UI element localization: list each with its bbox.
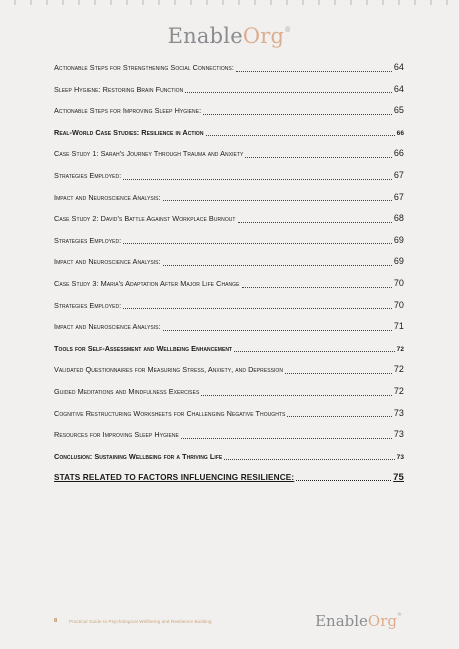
toc-leader-dots	[238, 221, 392, 223]
toc-entry-page: 72	[396, 345, 404, 353]
toc-entry-title: Impact and Neuroscience Analysis:	[54, 192, 161, 202]
toc-entry[interactable]	[54, 446, 404, 468]
toc-entry-page: 66	[393, 148, 404, 159]
toc-leader-dots	[285, 372, 392, 374]
footer-logo	[315, 612, 402, 630]
toc-entry-page: 69	[393, 256, 404, 267]
toc-entry[interactable]	[54, 100, 404, 122]
toc-leader-dots	[185, 91, 392, 93]
logo-text-org: Org	[242, 24, 285, 48]
toc-leader-dots	[181, 437, 392, 439]
toc-entry-title: Guided Meditations and Mindfulness Exercises	[54, 386, 200, 396]
page-footer	[54, 612, 402, 630]
toc-leader-dots	[163, 329, 392, 331]
toc-leader-dots	[163, 199, 392, 201]
toc-entry[interactable]	[54, 187, 404, 209]
toc-entry-page: 64	[393, 62, 404, 72]
toc-leader-dots	[287, 415, 391, 417]
toc-entry-page: 70	[393, 277, 404, 288]
footer-page-number: 8	[54, 618, 58, 624]
toc-entry[interactable]	[54, 424, 404, 446]
toc-entry-title: Real-World Case Studies: Resilience in Action	[54, 127, 204, 137]
toc-leader-dots	[236, 70, 392, 72]
toc-entry-title: Strategies Employed:	[54, 235, 122, 245]
toc-entry-title: Sleep Hygiene: Restoring Brain Function	[54, 84, 184, 94]
logo-text-enable: Enable	[167, 24, 243, 48]
toc-entry-page: 72	[393, 364, 404, 375]
toc-entry[interactable]	[54, 338, 404, 360]
toc-leader-dots	[245, 156, 391, 158]
toc-entry[interactable]	[54, 359, 404, 381]
toc-entry-title: Case Study 1: Sarah's Journey Through Trauma and Anxiety	[54, 149, 244, 159]
toc-entry-title: Strategies Employed:	[54, 300, 122, 310]
toc-leader-dots	[203, 113, 392, 115]
toc-leader-dots	[123, 178, 392, 180]
toc-entry[interactable]	[54, 208, 404, 230]
toc-entry-page: 71	[393, 321, 404, 332]
toc-entry[interactable]	[54, 273, 404, 295]
toc-leader-dots	[234, 350, 395, 352]
toc-entry-title: Resources for Improving Sleep Hygiene	[54, 430, 179, 440]
toc-leader-dots	[224, 458, 394, 460]
toc-entry-page: 73	[393, 429, 404, 440]
top-edge-marks	[0, 0, 459, 5]
toc-leader-dots	[123, 242, 392, 244]
toc-entry-title: STATS RELATED TO FACTORS INFLUENCING RESILIENCE:	[54, 473, 295, 482]
toc-leader-dots	[201, 394, 392, 396]
toc-entry[interactable]	[54, 381, 404, 403]
toc-entry[interactable]	[54, 122, 404, 144]
toc-entry-title: Validated Questionnaires for Measuring Stress, Anxiety, and Depression	[54, 365, 284, 375]
toc-entry[interactable]	[54, 57, 404, 79]
toc-entry-title: Tools for Self-Assessment and Wellbeing Enhancement	[54, 343, 233, 353]
toc-entry-page: 67	[393, 191, 404, 202]
toc-entry-title: Actionable Steps for Strengthening Social Connections:	[54, 63, 234, 72]
toc-entry-title: Impact and Neuroscience Analysis:	[54, 257, 161, 267]
toc-entry-stats[interactable]	[54, 472, 404, 483]
toc-entry[interactable]	[54, 79, 404, 101]
toc-entry[interactable]	[54, 230, 404, 252]
toc-leader-dots	[296, 480, 391, 481]
toc-entry-title: Conclusion: Sustaining Wellbeing for a Thriving Life	[54, 451, 223, 461]
header-logo	[0, 24, 459, 48]
toc-entry-title: Impact and Neuroscience Analysis:	[54, 322, 161, 332]
footer-logo-mark: ®	[397, 612, 402, 618]
toc-entry[interactable]	[54, 295, 404, 317]
toc-entry-title: Case Study 3: Maria's Adaptation After Major Life Change	[54, 278, 240, 288]
toc-leader-dots	[123, 307, 392, 309]
toc-entry-page: 70	[393, 299, 404, 310]
toc-entry-page: 75	[393, 472, 404, 483]
toc-entry[interactable]	[54, 165, 404, 187]
toc-entry-page: 67	[393, 169, 404, 180]
toc-entry-page: 66	[396, 129, 404, 137]
toc-entry-page: 73	[396, 453, 404, 461]
toc-entry-page: 64	[393, 83, 404, 94]
footer-logo-enable: Enable	[315, 612, 368, 630]
toc-entry[interactable]	[54, 251, 404, 273]
toc-entry-title: Strategies Employed:	[54, 170, 122, 180]
toc-entry[interactable]	[54, 143, 404, 165]
toc-entry-page: 69	[393, 234, 404, 245]
toc-entry-page: 65	[393, 105, 404, 116]
toc-leader-dots	[206, 134, 395, 136]
toc-entry-page: 72	[393, 385, 404, 396]
footer-logo-org: Org	[367, 612, 397, 630]
toc-entry-title: Case Study 2: David's Battle Against Workplace Burnout	[54, 214, 236, 224]
table-of-contents	[54, 57, 404, 467]
toc-leader-dots	[242, 286, 392, 288]
toc-entry[interactable]	[54, 316, 404, 338]
logo-registered-mark: ®	[284, 26, 292, 34]
toc-entry-page: 68	[393, 213, 404, 224]
footer-document-title: Practical Guide to Psychological Wellbeing and Resilience Building	[69, 618, 212, 624]
toc-entry-title: Cognitive Restructuring Worksheets for Challenging Negative Thoughts	[54, 408, 286, 418]
toc-leader-dots	[163, 264, 392, 266]
toc-entry-title: Actionable Steps for Improving Sleep Hygiene:	[54, 106, 202, 116]
toc-entry[interactable]	[54, 403, 404, 425]
toc-entry-page: 73	[393, 407, 404, 418]
